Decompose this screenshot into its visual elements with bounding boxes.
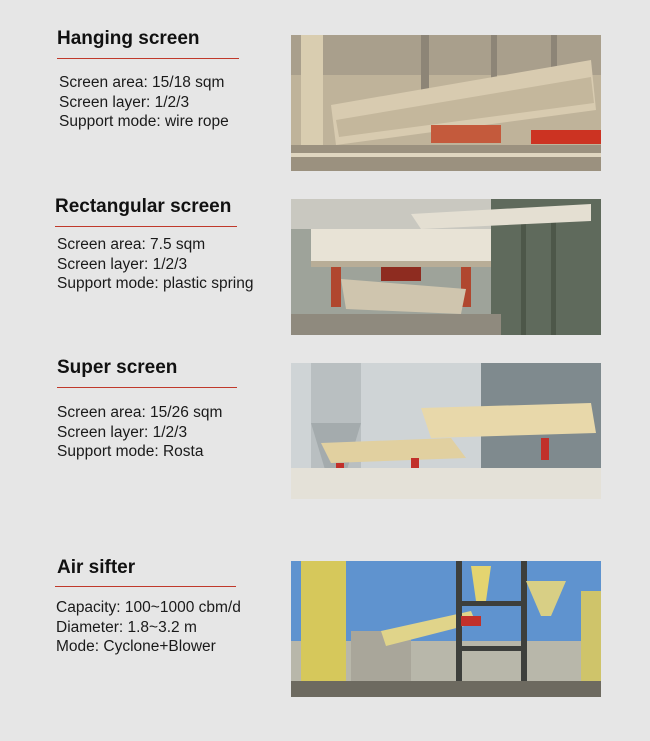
product-title: Hanging screen	[57, 28, 200, 49]
spec-line: Support mode: wire rope	[59, 113, 229, 130]
title-divider	[57, 58, 239, 59]
spec-line: Screen layer: 1/2/3	[57, 255, 188, 273]
hanging-screen-photo	[291, 35, 601, 171]
product-specs	[56, 598, 241, 657]
product-specs	[59, 73, 229, 132]
spec-line: Screen layer: 1/2/3	[57, 423, 188, 441]
title-divider	[55, 586, 236, 587]
spec-line: Mode: Cyclone+Blower	[56, 638, 216, 655]
title-divider	[55, 226, 237, 227]
spec-line: Screen area: 15/26 sqm	[57, 404, 223, 421]
product-title: Rectangular screen	[55, 196, 232, 217]
rectangular-screen-photo	[291, 199, 601, 335]
spec-line: Capacity: 100~1000 cbm/d	[56, 599, 241, 616]
title-divider	[57, 387, 237, 388]
spec-line: Screen layer: 1/2/3	[59, 93, 190, 111]
air-sifter-photo	[291, 561, 601, 697]
spec-line: Screen area: 7.5 sqm	[57, 236, 206, 253]
product-title: Air sifter	[57, 557, 136, 578]
spec-line: Support mode: Rosta	[57, 443, 204, 460]
spec-line: Screen area: 15/18 sqm	[59, 74, 225, 91]
product-title: Super screen	[57, 357, 178, 378]
product-specs	[57, 235, 253, 294]
spec-line: Support mode: plastic spring	[57, 275, 254, 292]
product-specs	[57, 403, 222, 462]
spec-line: Diameter: 1.8~3.2 m	[56, 618, 197, 636]
super-screen-photo	[291, 363, 601, 499]
